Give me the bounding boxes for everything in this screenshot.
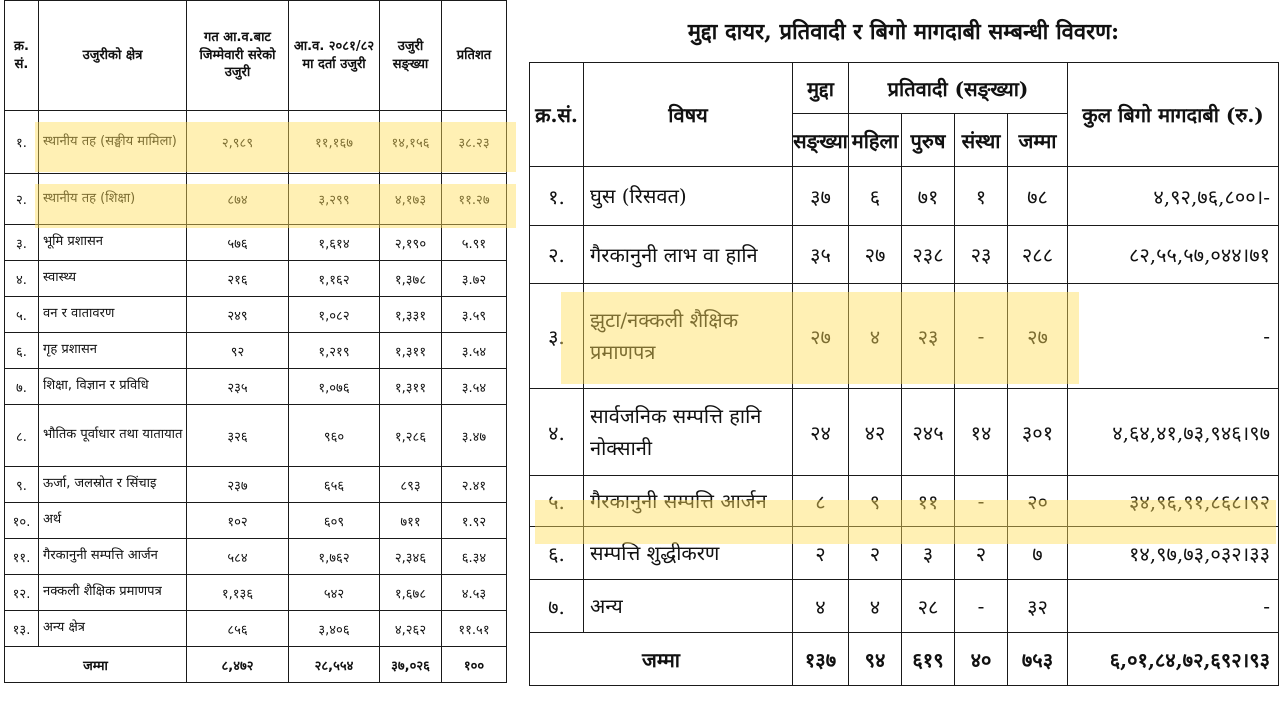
male-defendants: ११ (902, 476, 955, 527)
claim-amount: ८२,५५,५७,०४४।७१ (1068, 226, 1279, 284)
previous-year-count: २४९ (187, 297, 289, 333)
table-row (5, 467, 507, 503)
table-row (5, 575, 507, 611)
complaint-total: २,३४६ (380, 539, 442, 575)
complaint-total: ४,१७३ (380, 174, 442, 225)
right-total-label: जम्मा (530, 633, 793, 686)
table-row (530, 476, 1279, 527)
previous-year-count: ५८४ (187, 539, 289, 575)
registered-count: १,२१९ (289, 333, 380, 369)
previous-year-count: ३२६ (187, 405, 289, 467)
table-row (5, 539, 507, 575)
complaint-total: १,२८६ (380, 405, 442, 467)
complaint-area: वन र वातावरण (39, 297, 187, 333)
complaint-area: भूमि प्रशासन (39, 225, 187, 261)
claim-amount: ३४,९६,९१,८६८।९२ (1068, 476, 1279, 527)
registered-count: १,६१४ (289, 225, 380, 261)
table-row (5, 611, 507, 647)
row-number: ११. (5, 539, 39, 575)
previous-year-count: २३५ (187, 369, 289, 405)
left-header-row (5, 1, 507, 111)
percentage: ११.५१ (442, 611, 507, 647)
table-row (5, 297, 507, 333)
right-header-female: महिला (849, 114, 902, 167)
female-defendants: ६ (849, 167, 902, 226)
row-number: ५. (530, 476, 584, 527)
complaint-total: ८९३ (380, 467, 442, 503)
row-number: ४. (530, 389, 584, 476)
left-total-prev: ८,४७२ (187, 647, 289, 683)
complaint-area: अन्य क्षेत्र (39, 611, 187, 647)
male-defendants: २८ (902, 580, 955, 633)
row-number: २. (5, 174, 39, 225)
complaint-total: १,६७८ (380, 575, 442, 611)
claim-amount: - (1068, 284, 1279, 389)
percentage: ११.२७ (442, 174, 507, 225)
row-number: ५. (5, 297, 39, 333)
previous-year-count: ८७४ (187, 174, 289, 225)
case-subject: झुटा/नक्कली शैक्षिक प्रमाणपत्र (584, 284, 793, 389)
left-header-total: उजुरी सङ्ख्या (380, 1, 442, 111)
complaint-area: शिक्षा, विज्ञान र प्रविधि (39, 369, 187, 405)
row-number: ९. (5, 467, 39, 503)
percentage: ६.३४ (442, 539, 507, 575)
table-row (530, 527, 1279, 580)
male-defendants: ७१ (902, 167, 955, 226)
case-subject: सम्पत्ति शुद्धीकरण (584, 527, 793, 580)
complaint-area-table (4, 0, 507, 683)
registered-count: ९६० (289, 405, 380, 467)
previous-year-count: २१६ (187, 261, 289, 297)
table-row (530, 389, 1279, 476)
row-number: ६. (530, 527, 584, 580)
right-header-cases-top: मुद्दा (793, 63, 849, 114)
row-number: १३. (5, 611, 39, 647)
defendant-total: ३०१ (1008, 389, 1068, 476)
case-count: ४ (793, 580, 849, 633)
table-row (5, 369, 507, 405)
case-subject: गैरकानुनी लाभ वा हानि (584, 226, 793, 284)
percentage: ३.७२ (442, 261, 507, 297)
defendant-total: ७ (1008, 527, 1068, 580)
defendant-total: ७८ (1008, 167, 1068, 226)
previous-year-count: ९२ (187, 333, 289, 369)
right-header-male: पुरुष (902, 114, 955, 167)
table-row (5, 261, 507, 297)
table-row (5, 405, 507, 467)
defendant-total: ३२ (1008, 580, 1068, 633)
female-defendants: ९ (849, 476, 902, 527)
organization-defendants: १४ (955, 389, 1008, 476)
organization-defendants: १ (955, 167, 1008, 226)
row-number: ६. (5, 333, 39, 369)
row-number: ७. (530, 580, 584, 633)
row-number: १०. (5, 503, 39, 539)
left-total-percent: १०० (442, 647, 507, 683)
previous-year-count: १०२ (187, 503, 289, 539)
previous-year-count: २,९८९ (187, 111, 289, 174)
registered-count: १,०८२ (289, 297, 380, 333)
row-number: ३. (530, 284, 584, 389)
complaint-area: ऊर्जा, जलस्रोत र सिंचाइ (39, 467, 187, 503)
claim-amount: - (1068, 580, 1279, 633)
table-row (530, 226, 1279, 284)
table-row (530, 167, 1279, 226)
right-total-cases: १३७ (793, 633, 849, 686)
row-number: १. (5, 111, 39, 174)
organization-defendants: - (955, 580, 1008, 633)
claim-amount: ४,६४,४१,७३,९४६।९७ (1068, 389, 1279, 476)
right-header-defendants: प्रतिवादी (सङ्ख्या) (849, 63, 1068, 114)
female-defendants: ४ (849, 284, 902, 389)
registered-count: १,७६२ (289, 539, 380, 575)
right-header-org: संस्था (955, 114, 1008, 167)
case-count: ८ (793, 476, 849, 527)
organization-defendants: - (955, 284, 1008, 389)
table-row (530, 580, 1279, 633)
right-total-org: ४० (955, 633, 1008, 686)
right-total-row (530, 633, 1279, 686)
row-number: ३. (5, 225, 39, 261)
registered-count: ३,४०६ (289, 611, 380, 647)
right-total-male: ६१९ (902, 633, 955, 686)
right-header-no: क्र.सं. (530, 63, 584, 167)
case-filing-table (529, 62, 1279, 686)
complaint-area: नक्कली शैक्षिक प्रमाणपत्र (39, 575, 187, 611)
female-defendants: ४ (849, 580, 902, 633)
complaint-total: १,३११ (380, 333, 442, 369)
case-count: २ (793, 527, 849, 580)
percentage: ३.४७ (442, 405, 507, 467)
defendant-total: २० (1008, 476, 1068, 527)
left-total-label: जम्मा (5, 647, 187, 683)
case-subject: घुस (रिसवत) (584, 167, 793, 226)
complaint-total: १४,१५६ (380, 111, 442, 174)
complaint-area: भौतिक पूर्वाधार तथा यातायात (39, 405, 187, 467)
left-total-total: ३७,०२६ (380, 647, 442, 683)
percentage: ४.५३ (442, 575, 507, 611)
right-header-row-1 (530, 63, 1279, 114)
claim-amount: ४,९२,७६,८००।- (1068, 167, 1279, 226)
left-total-row (5, 647, 507, 683)
defendant-total: २८८ (1008, 226, 1068, 284)
row-number: १२. (5, 575, 39, 611)
left-header-registered: आ.व. २०८१/८२ मा दर्ता उजुरी (289, 1, 380, 111)
registered-count: ६०९ (289, 503, 380, 539)
case-count: २७ (793, 284, 849, 389)
complaint-total: ७११ (380, 503, 442, 539)
case-subject: अन्य (584, 580, 793, 633)
registered-count: ११,१६७ (289, 111, 380, 174)
complaint-area: स्थानीय तह (शिक्षा) (39, 174, 187, 225)
female-defendants: २७ (849, 226, 902, 284)
organization-defendants: २३ (955, 226, 1008, 284)
complaint-total: १,३११ (380, 369, 442, 405)
percentage: ३.५४ (442, 333, 507, 369)
complaint-total: १,३३१ (380, 297, 442, 333)
complaint-area: स्थानीय तह (सङ्घीय मामिला) (39, 111, 187, 174)
percentage: १.९२ (442, 503, 507, 539)
percentage: ३.५४ (442, 369, 507, 405)
complaint-total: १,३७८ (380, 261, 442, 297)
percentage: ५.९१ (442, 225, 507, 261)
table-row (530, 284, 1279, 389)
case-count: ३७ (793, 167, 849, 226)
claim-amount: १४,९७,७३,०३२।३३ (1068, 527, 1279, 580)
female-defendants: ४२ (849, 389, 902, 476)
left-header-no: क्र. सं. (5, 1, 39, 111)
previous-year-count: १,१३६ (187, 575, 289, 611)
male-defendants: ३ (902, 527, 955, 580)
case-count: २४ (793, 389, 849, 476)
table-row (5, 503, 507, 539)
row-number: १. (530, 167, 584, 226)
right-table-title: मुद्दा दायर, प्रतिवादी र बिगो मागदाबी सम्बन्धी विवरण: (687, 19, 1120, 45)
row-number: ४. (5, 261, 39, 297)
table-row (5, 333, 507, 369)
right-total-sum: ७५३ (1008, 633, 1068, 686)
left-header-prev: गत आ.व.बाट जिम्मेवारी सरेको उजुरी (187, 1, 289, 111)
male-defendants: २३८ (902, 226, 955, 284)
registered-count: ५४२ (289, 575, 380, 611)
registered-count: ६५६ (289, 467, 380, 503)
percentage: २.४१ (442, 467, 507, 503)
right-header-sum: जम्मा (1008, 114, 1068, 167)
complaint-area: स्वास्थ्य (39, 261, 187, 297)
registered-count: ३,२९९ (289, 174, 380, 225)
left-header-area: उजुरीको क्षेत्र (39, 1, 187, 111)
male-defendants: २३ (902, 284, 955, 389)
percentage: ३.५९ (442, 297, 507, 333)
right-total-female: ९४ (849, 633, 902, 686)
registered-count: १,०७६ (289, 369, 380, 405)
registered-count: १,१६२ (289, 261, 380, 297)
case-subject: सार्वजनिक सम्पत्ति हानि नोक्सानी (584, 389, 793, 476)
table-row (5, 225, 507, 261)
right-header-claim: कुल बिगो मागदाबी (रु.) (1068, 63, 1279, 167)
complaint-total: ४,२६२ (380, 611, 442, 647)
right-header-cases-bottom: सङ्ख्या (793, 114, 849, 167)
right-total-claim: ६,०१,८४,७२,६९२।९३ (1068, 633, 1279, 686)
percentage: ३८.२३ (442, 111, 507, 174)
previous-year-count: ८५६ (187, 611, 289, 647)
row-number: ७. (5, 369, 39, 405)
table-row (5, 174, 507, 225)
left-total-registered: २८,५५४ (289, 647, 380, 683)
organization-defendants: २ (955, 527, 1008, 580)
right-header-subject: विषय (584, 63, 793, 167)
previous-year-count: ५७६ (187, 225, 289, 261)
table-row (5, 111, 507, 174)
previous-year-count: २३७ (187, 467, 289, 503)
row-number: ८. (5, 405, 39, 467)
female-defendants: २ (849, 527, 902, 580)
left-header-percent: प्रतिशत (442, 1, 507, 111)
complaint-area: गृह प्रशासन (39, 333, 187, 369)
row-number: २. (530, 226, 584, 284)
complaint-area: गैरकानुनी सम्पत्ति आर्जन (39, 539, 187, 575)
complaint-area: अर्थ (39, 503, 187, 539)
case-count: ३५ (793, 226, 849, 284)
male-defendants: २४५ (902, 389, 955, 476)
organization-defendants: - (955, 476, 1008, 527)
case-subject: गैरकानुनी सम्पत्ति आर्जन (584, 476, 793, 527)
defendant-total: २७ (1008, 284, 1068, 389)
complaint-total: २,१९० (380, 225, 442, 261)
